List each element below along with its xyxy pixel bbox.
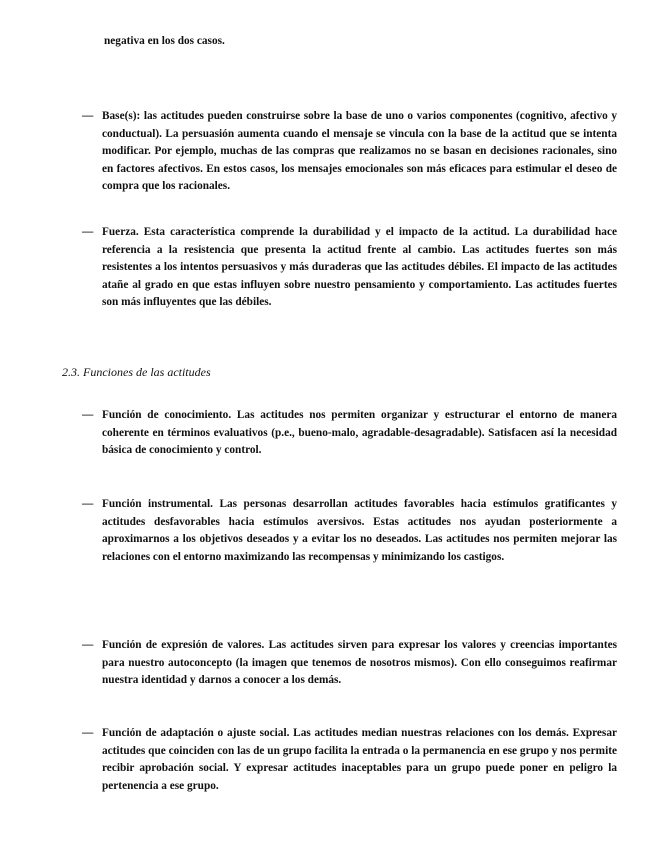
- list-item-text: Función instrumental. Las personas desarrollan actitudes favorables hacia estímulos gratificantes y actitudes desfavorables hacia estímulos aversivos. Estas actitudes nos ayudan posteriormente a aproximarnos a los objetivos deseados y a evitar los no deseados. Las actitudes nos permiten mejorar las relaciones con el entorno maximizando las recompensas y minimizando los castigos.: [102, 498, 617, 563]
- bullet-dash: —: [82, 498, 94, 510]
- section-heading: 2.3. Funciones de las actitudes: [62, 365, 211, 379]
- bullet-dash: —: [82, 639, 94, 651]
- list-item-text: Fuerza. Esta característica comprende la durabilidad y el impacto de la actitud. La durabilidad hace referencia a la resistencia que presenta la actitud frente al cambio. Las actitudes fuertes son más resistentes a los intentos persuasivos y más duraderas que las actitudes débiles. El impacto de las actitudes atañe al grado en que estas influyen sobre nuestro pensamiento y comportamiento. Las actitudes fuertes son más influyentes que las débiles.: [102, 226, 617, 309]
- bullet-dash: —: [82, 226, 94, 238]
- continuation-fragment: negativa en los dos casos.: [104, 35, 225, 47]
- list-item-fuerza: [82, 224, 617, 312]
- list-item-instrumental: [82, 496, 617, 566]
- list-item-text: Base(s): las actitudes pueden construirse sobre la base de uno o varios componentes (cognitivo, afectivo y conductual). La persuasión aumenta cuando el mensaje se vincula con la base de la actitud que se intenta modificar. Por ejemplo, muchas de las compras que realizamos no se basan en decisiones racionales, sino en factores afectivos. En estos casos, los mensajes emocionales son más eficaces para estimular el deseo de compra que los racionales.: [102, 110, 617, 193]
- list-item-text: Función de conocimiento. Las actitudes nos permiten organizar y estructurar el entorno de manera coherente en términos evaluativos (p.e., bueno-malo, agradable-desagradable). Satisfacen así la necesidad básica de conocimiento y control.: [102, 409, 617, 457]
- list-item-adaptacion: [82, 725, 617, 795]
- list-item-expresion-valores: [82, 637, 617, 690]
- bullet-dash: —: [82, 110, 94, 122]
- list-item-base: [82, 108, 617, 196]
- bullet-dash: —: [82, 409, 94, 421]
- list-item-text: Función de adaptación o ajuste social. Las actitudes median nuestras relaciones con los demás. Expresar actitudes que coinciden con las de un grupo facilita la entrada o la permanencia en ese grupo y nos permite recibir aprobación social. Y expresar actitudes inaceptables para un grupo puede poner en peligro la pertenencia a ese grupo.: [102, 727, 617, 792]
- list-item-text: Función de expresión de valores. Las actitudes sirven para expresar los valores y creencias importantes para nuestro autoconcepto (la imagen que tenemos de nosotros mismos). Con ello conseguimos reafirmar nuestra identidad y darnos a conocer a los demás.: [102, 639, 617, 687]
- bullet-dash: —: [82, 727, 94, 739]
- list-item-conocimiento: [82, 407, 617, 460]
